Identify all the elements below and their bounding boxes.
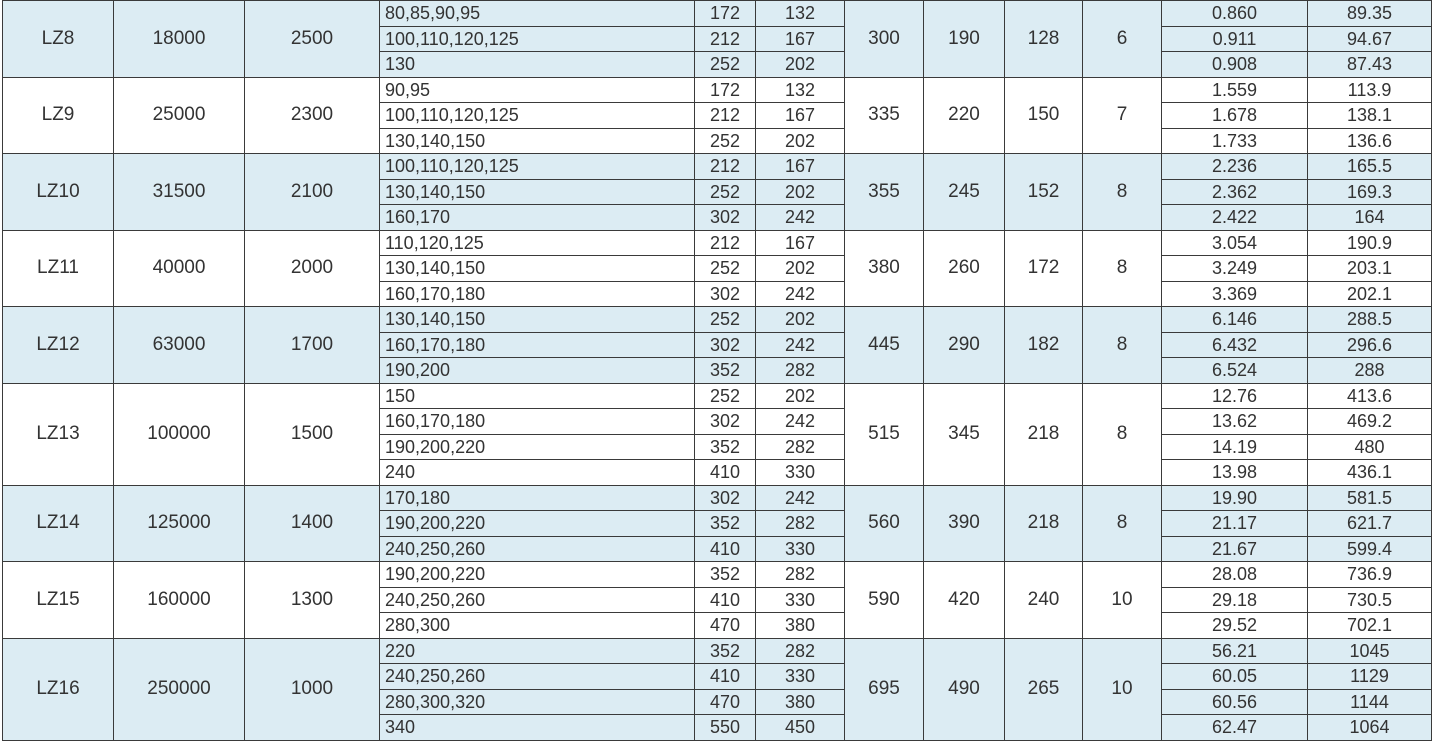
outer-diameter-cell: 335: [845, 77, 924, 154]
length-l2-cell: 202: [756, 179, 845, 205]
length-l2-cell: 202: [756, 52, 845, 78]
length-l1-cell: 302: [695, 281, 756, 307]
length-l2-cell: 450: [756, 715, 845, 741]
inertia-cell: 62.47: [1162, 715, 1308, 741]
gap-cell: 10: [1083, 562, 1162, 639]
length-l1-cell: 252: [695, 52, 756, 78]
table-row: [3, 230, 1432, 256]
mass-cell: 730.5: [1308, 587, 1432, 613]
length-l2-cell: 242: [756, 485, 845, 511]
length-l1-cell: 252: [695, 128, 756, 154]
mass-cell: 202.1: [1308, 281, 1432, 307]
length-l1-cell: 470: [695, 613, 756, 639]
outer-diameter-cell: 695: [845, 638, 924, 740]
model-cell: LZ12: [3, 307, 114, 384]
bore-diameters-cell: 240,250,260: [380, 587, 695, 613]
mass-cell: 581.5: [1308, 485, 1432, 511]
speed-cell: 1700: [245, 307, 380, 384]
inertia-cell: 0.911: [1162, 26, 1308, 52]
mass-cell: 469.2: [1308, 409, 1432, 435]
length-l2-cell: 242: [756, 409, 845, 435]
gap-cell: 8: [1083, 383, 1162, 485]
speed-cell: 1500: [245, 383, 380, 485]
length-l1-cell: 172: [695, 77, 756, 103]
inertia-cell: 3.369: [1162, 281, 1308, 307]
model-cell: LZ14: [3, 485, 114, 562]
outer-diameter-cell: 515: [845, 383, 924, 485]
mass-cell: 736.9: [1308, 562, 1432, 588]
torque-cell: 31500: [114, 154, 245, 231]
length-l2-cell: 282: [756, 638, 845, 664]
bore-diameters-cell: 130,140,150: [380, 307, 695, 333]
length-l1-cell: 352: [695, 358, 756, 384]
inertia-cell: 2.362: [1162, 179, 1308, 205]
bore-diameters-cell: 90,95: [380, 77, 695, 103]
bore-diameters-cell: 280,300: [380, 613, 695, 639]
mass-cell: 190.9: [1308, 230, 1432, 256]
gap-cell: 10: [1083, 638, 1162, 740]
table-row: [3, 485, 1432, 511]
mass-cell: 413.6: [1308, 383, 1432, 409]
width-cell: 218: [1005, 485, 1083, 562]
inertia-cell: 19.90: [1162, 485, 1308, 511]
bore-diameters-cell: 240,250,260: [380, 664, 695, 690]
length-l2-cell: 202: [756, 128, 845, 154]
bore-diameters-cell: 80,85,90,95: [380, 1, 695, 27]
inertia-cell: 12.76: [1162, 383, 1308, 409]
torque-cell: 63000: [114, 307, 245, 384]
bore-diameters-cell: 130: [380, 52, 695, 78]
bore-diameters-cell: 100,110,120,125: [380, 154, 695, 180]
torque-cell: 18000: [114, 1, 245, 78]
table-row: [3, 383, 1432, 409]
outer-diameter-cell: 445: [845, 307, 924, 384]
model-cell: LZ13: [3, 383, 114, 485]
inertia-cell: 60.56: [1162, 689, 1308, 715]
hub-diameter-cell: 260: [924, 230, 1005, 307]
length-l2-cell: 282: [756, 358, 845, 384]
mass-cell: 288: [1308, 358, 1432, 384]
inertia-cell: 28.08: [1162, 562, 1308, 588]
hub-diameter-cell: 490: [924, 638, 1005, 740]
inertia-cell: 6.432: [1162, 332, 1308, 358]
mass-cell: 136.6: [1308, 128, 1432, 154]
mass-cell: 87.43: [1308, 52, 1432, 78]
length-l2-cell: 167: [756, 103, 845, 129]
bore-diameters-cell: 160,170,180: [380, 409, 695, 435]
speed-cell: 1400: [245, 485, 380, 562]
length-l2-cell: 380: [756, 689, 845, 715]
mass-cell: 165.5: [1308, 154, 1432, 180]
inertia-cell: 21.17: [1162, 511, 1308, 537]
length-l2-cell: 330: [756, 664, 845, 690]
inertia-cell: 13.62: [1162, 409, 1308, 435]
gap-cell: 8: [1083, 154, 1162, 231]
length-l1-cell: 252: [695, 179, 756, 205]
inertia-cell: 21.67: [1162, 536, 1308, 562]
length-l1-cell: 302: [695, 485, 756, 511]
inertia-cell: 6.524: [1162, 358, 1308, 384]
width-cell: 240: [1005, 562, 1083, 639]
outer-diameter-cell: 380: [845, 230, 924, 307]
outer-diameter-cell: 560: [845, 485, 924, 562]
length-l2-cell: 282: [756, 511, 845, 537]
bore-diameters-cell: 190,200: [380, 358, 695, 384]
length-l1-cell: 212: [695, 230, 756, 256]
torque-cell: 100000: [114, 383, 245, 485]
length-l2-cell: 202: [756, 307, 845, 333]
length-l1-cell: 550: [695, 715, 756, 741]
inertia-cell: 29.18: [1162, 587, 1308, 613]
mass-cell: 169.3: [1308, 179, 1432, 205]
mass-cell: 138.1: [1308, 103, 1432, 129]
inertia-cell: 2.422: [1162, 205, 1308, 231]
length-l1-cell: 302: [695, 409, 756, 435]
speed-cell: 1000: [245, 638, 380, 740]
inertia-cell: 14.19: [1162, 434, 1308, 460]
mass-cell: 1144: [1308, 689, 1432, 715]
bore-diameters-cell: 340: [380, 715, 695, 741]
outer-diameter-cell: 355: [845, 154, 924, 231]
inertia-cell: 29.52: [1162, 613, 1308, 639]
length-l2-cell: 242: [756, 332, 845, 358]
gap-cell: 7: [1083, 77, 1162, 154]
mass-cell: 599.4: [1308, 536, 1432, 562]
gap-cell: 8: [1083, 485, 1162, 562]
length-l2-cell: 242: [756, 281, 845, 307]
length-l1-cell: 410: [695, 460, 756, 486]
mass-cell: 436.1: [1308, 460, 1432, 486]
mass-cell: 1064: [1308, 715, 1432, 741]
length-l2-cell: 202: [756, 383, 845, 409]
bore-diameters-cell: 150: [380, 383, 695, 409]
gap-cell: 8: [1083, 230, 1162, 307]
length-l1-cell: 410: [695, 587, 756, 613]
inertia-cell: 0.908: [1162, 52, 1308, 78]
length-l1-cell: 352: [695, 638, 756, 664]
length-l1-cell: 252: [695, 383, 756, 409]
coupling-spec-table: [2, 0, 1432, 741]
mass-cell: 288.5: [1308, 307, 1432, 333]
mass-cell: 621.7: [1308, 511, 1432, 537]
length-l2-cell: 282: [756, 562, 845, 588]
length-l2-cell: 132: [756, 77, 845, 103]
length-l1-cell: 410: [695, 536, 756, 562]
length-l2-cell: 167: [756, 26, 845, 52]
bore-diameters-cell: 130,140,150: [380, 179, 695, 205]
bore-diameters-cell: 100,110,120,125: [380, 103, 695, 129]
model-cell: LZ11: [3, 230, 114, 307]
table-row: [3, 307, 1432, 333]
bore-diameters-cell: 190,200,220: [380, 511, 695, 537]
hub-diameter-cell: 220: [924, 77, 1005, 154]
speed-cell: 2100: [245, 154, 380, 231]
hub-diameter-cell: 245: [924, 154, 1005, 231]
mass-cell: 480: [1308, 434, 1432, 460]
hub-diameter-cell: 290: [924, 307, 1005, 384]
torque-cell: 160000: [114, 562, 245, 639]
model-cell: LZ8: [3, 1, 114, 78]
mass-cell: 1129: [1308, 664, 1432, 690]
length-l1-cell: 252: [695, 307, 756, 333]
inertia-cell: 1.733: [1162, 128, 1308, 154]
bore-diameters-cell: 190,200,220: [380, 562, 695, 588]
hub-diameter-cell: 190: [924, 1, 1005, 78]
inertia-cell: 0.860: [1162, 1, 1308, 27]
inertia-cell: 60.05: [1162, 664, 1308, 690]
hub-diameter-cell: 390: [924, 485, 1005, 562]
inertia-cell: 1.678: [1162, 103, 1308, 129]
speed-cell: 2300: [245, 77, 380, 154]
table-row: [3, 638, 1432, 664]
length-l1-cell: 302: [695, 332, 756, 358]
length-l2-cell: 132: [756, 1, 845, 27]
mass-cell: 113.9: [1308, 77, 1432, 103]
length-l2-cell: 380: [756, 613, 845, 639]
mass-cell: 296.6: [1308, 332, 1432, 358]
width-cell: 172: [1005, 230, 1083, 307]
table-row: [3, 154, 1432, 180]
model-cell: LZ10: [3, 154, 114, 231]
inertia-cell: 56.21: [1162, 638, 1308, 664]
length-l2-cell: 330: [756, 536, 845, 562]
length-l2-cell: 202: [756, 256, 845, 282]
model-cell: LZ16: [3, 638, 114, 740]
length-l1-cell: 352: [695, 434, 756, 460]
mass-cell: 702.1: [1308, 613, 1432, 639]
bore-diameters-cell: 100,110,120,125: [380, 26, 695, 52]
inertia-cell: 1.559: [1162, 77, 1308, 103]
inertia-cell: 13.98: [1162, 460, 1308, 486]
gap-cell: 8: [1083, 307, 1162, 384]
bore-diameters-cell: 240: [380, 460, 695, 486]
bore-diameters-cell: 130,140,150: [380, 128, 695, 154]
length-l1-cell: 172: [695, 1, 756, 27]
inertia-cell: 6.146: [1162, 307, 1308, 333]
bore-diameters-cell: 190,200,220: [380, 434, 695, 460]
speed-cell: 1300: [245, 562, 380, 639]
width-cell: 218: [1005, 383, 1083, 485]
bore-diameters-cell: 240,250,260: [380, 536, 695, 562]
length-l2-cell: 167: [756, 230, 845, 256]
bore-diameters-cell: 160,170,180: [380, 281, 695, 307]
bore-diameters-cell: 110,120,125: [380, 230, 695, 256]
bore-diameters-cell: 160,170: [380, 205, 695, 231]
width-cell: 182: [1005, 307, 1083, 384]
hub-diameter-cell: 345: [924, 383, 1005, 485]
hub-diameter-cell: 420: [924, 562, 1005, 639]
length-l2-cell: 330: [756, 587, 845, 613]
length-l2-cell: 282: [756, 434, 845, 460]
length-l1-cell: 352: [695, 511, 756, 537]
inertia-cell: 3.249: [1162, 256, 1308, 282]
torque-cell: 40000: [114, 230, 245, 307]
model-cell: LZ15: [3, 562, 114, 639]
table-row: [3, 1, 1432, 27]
model-cell: LZ9: [3, 77, 114, 154]
mass-cell: 94.67: [1308, 26, 1432, 52]
mass-cell: 1045: [1308, 638, 1432, 664]
table-row: [3, 77, 1432, 103]
width-cell: 128: [1005, 1, 1083, 78]
torque-cell: 250000: [114, 638, 245, 740]
mass-cell: 164: [1308, 205, 1432, 231]
inertia-cell: 3.054: [1162, 230, 1308, 256]
gap-cell: 6: [1083, 1, 1162, 78]
width-cell: 150: [1005, 77, 1083, 154]
length-l1-cell: 212: [695, 26, 756, 52]
mass-cell: 89.35: [1308, 1, 1432, 27]
torque-cell: 25000: [114, 77, 245, 154]
length-l1-cell: 352: [695, 562, 756, 588]
length-l1-cell: 212: [695, 103, 756, 129]
bore-diameters-cell: 220: [380, 638, 695, 664]
length-l1-cell: 252: [695, 256, 756, 282]
outer-diameter-cell: 300: [845, 1, 924, 78]
length-l1-cell: 470: [695, 689, 756, 715]
width-cell: 152: [1005, 154, 1083, 231]
bore-diameters-cell: 160,170,180: [380, 332, 695, 358]
speed-cell: 2000: [245, 230, 380, 307]
table-row: [3, 562, 1432, 588]
speed-cell: 2500: [245, 1, 380, 78]
bore-diameters-cell: 280,300,320: [380, 689, 695, 715]
length-l1-cell: 302: [695, 205, 756, 231]
length-l2-cell: 242: [756, 205, 845, 231]
width-cell: 265: [1005, 638, 1083, 740]
torque-cell: 125000: [114, 485, 245, 562]
outer-diameter-cell: 590: [845, 562, 924, 639]
bore-diameters-cell: 170,180: [380, 485, 695, 511]
length-l2-cell: 330: [756, 460, 845, 486]
length-l2-cell: 167: [756, 154, 845, 180]
length-l1-cell: 410: [695, 664, 756, 690]
mass-cell: 203.1: [1308, 256, 1432, 282]
length-l1-cell: 212: [695, 154, 756, 180]
inertia-cell: 2.236: [1162, 154, 1308, 180]
bore-diameters-cell: 130,140,150: [380, 256, 695, 282]
